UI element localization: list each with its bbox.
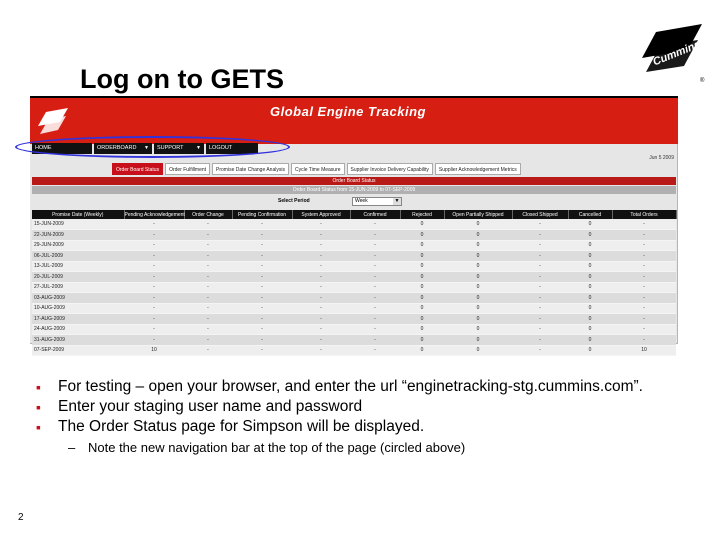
row-value-cell: -: [232, 251, 292, 262]
period-row: [32, 196, 676, 208]
table-row: [32, 272, 676, 283]
row-value-cell: -: [184, 314, 232, 325]
period-label: Select Period: [278, 198, 310, 204]
row-value-cell: 0: [444, 345, 512, 356]
row-value-cell: 0: [444, 293, 512, 304]
row-value-cell: -: [350, 345, 400, 356]
row-value-cell: -: [292, 261, 350, 272]
row-value-cell: -: [350, 335, 400, 346]
row-value-cell: -: [292, 240, 350, 251]
column-header: Cancelled: [568, 210, 612, 219]
column-header: Closed Shipped: [512, 210, 568, 219]
row-value-cell: -: [512, 240, 568, 251]
row-value-cell: 0: [568, 219, 612, 230]
row-value-cell: -: [184, 345, 232, 356]
row-value-cell: 0: [444, 240, 512, 251]
row-value-cell: -: [124, 282, 184, 293]
row-value-cell: 0: [444, 261, 512, 272]
row-value-cell: -: [232, 261, 292, 272]
row-value-cell: -: [612, 230, 676, 241]
tab-supplier-invoice[interactable]: Supplier Invoice Delivery Capability: [347, 163, 433, 175]
tab-supplier-ack[interactable]: Supplier Acknowledgement Metrics: [435, 163, 521, 175]
row-value-cell: -: [124, 261, 184, 272]
row-date-cell: 20-JUL-2009: [32, 272, 124, 283]
column-header: Order Change: [184, 210, 232, 219]
row-value-cell: -: [612, 219, 676, 230]
sub-bullet-text: Note the new navigation bar at the top of the page (circled above): [88, 440, 466, 455]
row-value-cell: -: [124, 335, 184, 346]
row-value-cell: 0: [444, 324, 512, 335]
svg-text:Cummins: Cummins: [651, 38, 703, 69]
chevron-down-icon: ▼: [196, 145, 201, 151]
row-value-cell: -: [124, 314, 184, 325]
bullet-marker-icon: ▪: [36, 419, 41, 435]
row-value-cell: -: [124, 219, 184, 230]
status-heading: Order Board Status: [32, 177, 676, 185]
app-title: Global Engine Tracking: [270, 104, 426, 119]
row-value-cell: -: [124, 303, 184, 314]
nav-logout-label: LOGOUT: [209, 145, 233, 151]
table-row: [32, 282, 676, 293]
row-value-cell: 0: [568, 314, 612, 325]
row-value-cell: -: [232, 282, 292, 293]
row-value-cell: -: [612, 240, 676, 251]
row-value-cell: -: [232, 303, 292, 314]
row-value-cell: -: [232, 219, 292, 230]
row-value-cell: -: [350, 272, 400, 283]
row-value-cell: -: [124, 230, 184, 241]
row-value-cell: -: [612, 293, 676, 304]
bullet-marker-icon: ▪: [36, 379, 41, 395]
navbar-highlight-circle: [15, 136, 290, 158]
row-value-cell: 0: [400, 230, 444, 241]
row-date-cell: 10-AUG-2009: [32, 303, 124, 314]
row-value-cell: -: [350, 219, 400, 230]
table-row: [32, 219, 676, 230]
table-row: [32, 230, 676, 241]
row-value-cell: -: [124, 240, 184, 251]
column-header: Pending Confirmation: [232, 210, 292, 219]
row-value-cell: -: [292, 345, 350, 356]
row-value-cell: -: [350, 240, 400, 251]
row-date-cell: 03-AUG-2009: [32, 293, 124, 304]
row-value-cell: -: [350, 251, 400, 262]
row-value-cell: -: [292, 219, 350, 230]
period-select-value: Week: [355, 198, 368, 204]
row-value-cell: -: [292, 293, 350, 304]
row-value-cell: -: [512, 282, 568, 293]
row-value-cell: 0: [444, 335, 512, 346]
row-date-cell: 17-AUG-2009: [32, 314, 124, 325]
row-value-cell: 0: [444, 282, 512, 293]
row-value-cell: 0: [400, 293, 444, 304]
bullet-text: Enter your staging user name and password: [58, 398, 363, 415]
row-value-cell: 0: [400, 345, 444, 356]
status-range: Order Board Status from 15-JUN-2009 to 07-SEP-2009: [32, 186, 676, 194]
row-value-cell: 0: [400, 272, 444, 283]
tab-cycle-time[interactable]: Cycle Time Measure: [291, 163, 345, 175]
row-value-cell: 0: [400, 324, 444, 335]
dash-marker-icon: –: [68, 440, 76, 455]
row-value-cell: 0: [444, 230, 512, 241]
table-row: [32, 240, 676, 251]
column-header: Rejected: [400, 210, 444, 219]
row-value-cell: 0: [400, 303, 444, 314]
nav-home-label: HOME: [35, 145, 52, 151]
table-row: [32, 345, 676, 356]
column-header: System Approved: [292, 210, 350, 219]
row-value-cell: -: [512, 251, 568, 262]
row-value-cell: -: [512, 261, 568, 272]
order-board-table: [32, 210, 677, 356]
row-value-cell: -: [292, 303, 350, 314]
row-value-cell: -: [292, 282, 350, 293]
row-date-cell: 22-JUN-2009: [32, 230, 124, 241]
table-header-row: [32, 210, 676, 219]
row-value-cell: -: [612, 303, 676, 314]
row-value-cell: -: [124, 293, 184, 304]
bullet-item: [36, 398, 656, 416]
row-value-cell: -: [184, 230, 232, 241]
row-value-cell: -: [612, 314, 676, 325]
row-value-cell: -: [612, 324, 676, 335]
row-value-cell: -: [232, 272, 292, 283]
row-value-cell: 0: [568, 335, 612, 346]
row-value-cell: -: [512, 272, 568, 283]
tab-order-board-status[interactable]: Order Board Status: [112, 163, 163, 175]
row-value-cell: -: [612, 335, 676, 346]
row-date-cell: 24-AUG-2009: [32, 324, 124, 335]
gets-app-screenshot: [30, 98, 678, 354]
row-value-cell: -: [184, 293, 232, 304]
bullet-marker-icon: ▪: [36, 399, 41, 415]
nav-orderboard-label: ORDERBOARD: [97, 145, 137, 151]
row-value-cell: -: [350, 293, 400, 304]
row-date-cell: 07-SEP-2009: [32, 345, 124, 356]
row-value-cell: 0: [400, 251, 444, 262]
row-value-cell: -: [292, 324, 350, 335]
row-value-cell: 0: [400, 335, 444, 346]
row-value-cell: -: [292, 251, 350, 262]
row-value-cell: 0: [444, 272, 512, 283]
table-row: [32, 324, 676, 335]
row-value-cell: -: [512, 293, 568, 304]
bullet-text: For testing – open your browser, and enter the url “enginetracking-stg.cummins.com”.: [58, 378, 643, 395]
row-value-cell: 0: [444, 303, 512, 314]
page-number: 2: [18, 512, 24, 523]
row-value-cell: -: [184, 240, 232, 251]
row-value-cell: 0: [400, 314, 444, 325]
column-header: Confirmed: [350, 210, 400, 219]
row-value-cell: 10: [612, 345, 676, 356]
bullet-list: [36, 378, 656, 456]
row-value-cell: 0: [568, 293, 612, 304]
row-value-cell: -: [184, 282, 232, 293]
slide-title: Log on to GETS: [80, 64, 284, 94]
column-header: Total Orders: [612, 210, 676, 219]
bullet-text: The Order Status page for Simpson will be displayed.: [58, 418, 425, 435]
bullet-item: [36, 418, 656, 436]
row-value-cell: -: [350, 261, 400, 272]
row-date-cell: 29-JUN-2009: [32, 240, 124, 251]
period-select[interactable]: [352, 197, 402, 206]
row-value-cell: -: [232, 230, 292, 241]
column-header: Promise Date (Weekly): [32, 210, 124, 219]
row-date-cell: 06-JUL-2009: [32, 251, 124, 262]
table-row: [32, 314, 676, 325]
row-value-cell: 0: [400, 261, 444, 272]
row-value-cell: -: [184, 335, 232, 346]
row-value-cell: 0: [568, 272, 612, 283]
table-row: [32, 251, 676, 262]
table-row: [32, 335, 676, 346]
row-value-cell: -: [232, 240, 292, 251]
row-value-cell: 0: [568, 261, 612, 272]
row-value-cell: -: [232, 335, 292, 346]
row-value-cell: -: [350, 314, 400, 325]
row-value-cell: -: [184, 303, 232, 314]
tab-order-fulfillment[interactable]: Order Fulfillment: [165, 163, 210, 175]
row-value-cell: -: [292, 335, 350, 346]
row-value-cell: -: [124, 272, 184, 283]
row-value-cell: -: [612, 282, 676, 293]
row-value-cell: -: [184, 261, 232, 272]
row-value-cell: -: [512, 219, 568, 230]
row-value-cell: 0: [400, 240, 444, 251]
row-date-cell: 27-JUL-2009: [32, 282, 124, 293]
table-row: [32, 303, 676, 314]
row-value-cell: -: [292, 230, 350, 241]
row-date-cell: 31-AUG-2009: [32, 335, 124, 346]
chevron-down-icon: ▼: [394, 198, 400, 204]
bullet-item: [36, 378, 656, 396]
row-value-cell: -: [350, 282, 400, 293]
row-value-cell: 0: [444, 314, 512, 325]
row-value-cell: -: [512, 230, 568, 241]
table-row: [32, 261, 676, 272]
nav-support-label: SUPPORT: [157, 145, 184, 151]
row-value-cell: -: [292, 314, 350, 325]
row-value-cell: -: [184, 324, 232, 335]
app-cummins-logo: [34, 102, 72, 140]
svg-text:®: ®: [700, 78, 705, 84]
cummins-logo: [636, 14, 708, 86]
tab-promise-date-change[interactable]: Promise Date Change Analysis: [212, 163, 289, 175]
row-value-cell: 0: [444, 219, 512, 230]
row-date-cell: 13-JUL-2009: [32, 261, 124, 272]
row-value-cell: -: [350, 324, 400, 335]
row-value-cell: -: [124, 251, 184, 262]
row-value-cell: 0: [400, 282, 444, 293]
row-value-cell: -: [292, 272, 350, 283]
row-value-cell: -: [232, 345, 292, 356]
row-value-cell: 0: [400, 219, 444, 230]
row-value-cell: 0: [568, 345, 612, 356]
row-value-cell: -: [184, 219, 232, 230]
row-value-cell: 0: [444, 251, 512, 262]
row-value-cell: 0: [568, 282, 612, 293]
row-value-cell: -: [232, 314, 292, 325]
row-value-cell: -: [350, 230, 400, 241]
row-value-cell: -: [512, 303, 568, 314]
row-value-cell: -: [512, 345, 568, 356]
row-value-cell: -: [512, 324, 568, 335]
column-header: Pending Acknowledgement: [124, 211, 185, 218]
row-value-cell: -: [124, 324, 184, 335]
row-value-cell: -: [612, 272, 676, 283]
row-value-cell: 0: [568, 324, 612, 335]
row-value-cell: -: [184, 251, 232, 262]
current-date: Jun 5 2009: [649, 155, 674, 161]
row-value-cell: 0: [568, 230, 612, 241]
report-tabs: [112, 163, 521, 175]
row-value-cell: -: [612, 251, 676, 262]
row-value-cell: -: [184, 272, 232, 283]
row-value-cell: -: [350, 303, 400, 314]
row-value-cell: 0: [568, 303, 612, 314]
table-row: [32, 293, 676, 304]
row-date-cell: 15-JUN-2009: [32, 219, 124, 230]
row-value-cell: 10: [124, 345, 184, 356]
row-value-cell: 0: [568, 240, 612, 251]
row-value-cell: -: [612, 261, 676, 272]
row-value-cell: -: [232, 324, 292, 335]
row-value-cell: -: [232, 293, 292, 304]
column-header: Open Partially Shipped: [444, 210, 512, 219]
row-value-cell: -: [512, 314, 568, 325]
chevron-down-icon: ▼: [144, 145, 149, 151]
sub-bullet-item: [58, 440, 656, 456]
row-value-cell: 0: [568, 251, 612, 262]
row-value-cell: -: [512, 335, 568, 346]
